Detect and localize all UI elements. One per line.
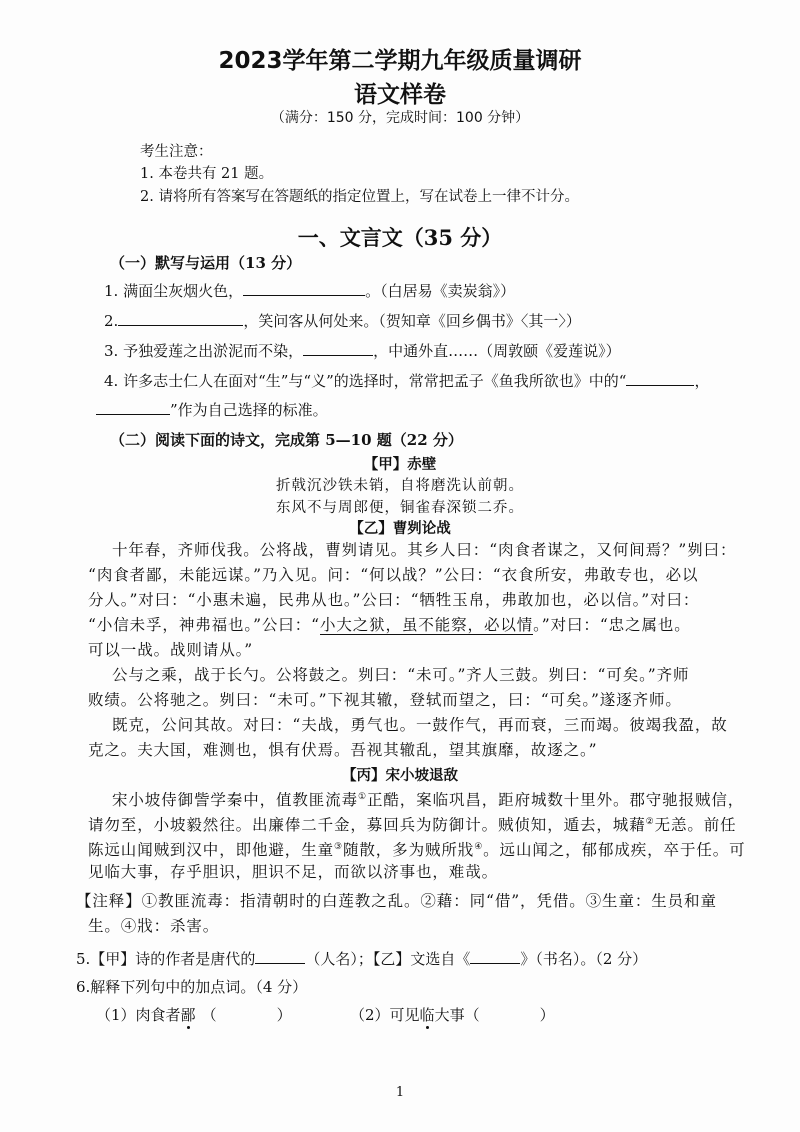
- q1-text-b: 。（白居易《卖炭翁》）: [365, 282, 516, 300]
- jia-line-1: 折戟沉沙铁未销，自将磨洗认前朝。: [276, 478, 524, 494]
- bing-text: 随散，多为贼所戕: [342, 841, 475, 860]
- q6-1-close: ）: [276, 1006, 292, 1024]
- q6-2-open: 大事（: [434, 1006, 480, 1024]
- q6-1-text: （1）肉食者: [96, 1006, 181, 1024]
- q1-answer-blank[interactable]: [243, 281, 365, 296]
- q4-text-b: ，: [694, 372, 710, 390]
- yi-line-5: 可以一战。战则请从。”: [88, 641, 254, 659]
- bing-text: 藉: [629, 816, 646, 835]
- bing-text: 。远山闻之，郁郁成疾，卒于任。可: [483, 841, 746, 860]
- notice-item-1: 1. 本卷共有 21 题。: [140, 166, 274, 182]
- q6-2-close: ）: [539, 1006, 555, 1024]
- q3-text-a: 3. 予独爱莲之出淤泥而不染，: [104, 342, 304, 360]
- bing-line-4: 见临大事，存乎胆识，胆识不足，而欲以济事也，难哉。: [88, 863, 499, 881]
- q2-text-a: 2.: [104, 312, 119, 330]
- underlined-sentence: 小大之狱，虽不能察，必以情: [319, 616, 534, 634]
- q4-answer-blank-2[interactable]: [96, 400, 170, 415]
- yi-line-9: 克之。夫大国，难测也，惧有伏焉。吾视其辙乱，望其旗靡，故逐之。”: [88, 741, 598, 759]
- bing-text: 无恙。前任: [654, 816, 737, 835]
- q5-text-c: 》（书名）。（2 分）: [520, 950, 648, 968]
- footnote-mark-1: ①: [358, 792, 367, 802]
- q5-answer-blank-1[interactable]: [255, 949, 305, 964]
- question-5: [76, 948, 647, 969]
- q2-answer-blank[interactable]: [118, 311, 243, 326]
- yi-line-3: 分人。”对曰：“小惠未遍，民弗从也。”公曰：“牺牲玉帛，弗敢加也，必以信。”对曰：: [88, 591, 700, 609]
- section-title: 一、文言文（35 分）: [297, 225, 503, 250]
- question-6-2: [350, 1004, 555, 1025]
- jia-line-2: 东风不与周郎便，铜雀春深锁二乔。: [276, 500, 524, 516]
- question-1: [104, 280, 515, 301]
- bing-text: 宋小坡侍御訾学秦中，值教匪流毒: [112, 791, 359, 810]
- notice-item-2: 2. 请将所有答案写在答题纸的指定位置上，写在试卷上一律不计分。: [140, 189, 579, 205]
- question-6-1: [96, 1004, 292, 1025]
- exam-title: 2023学年第二学期九年级质量调研: [218, 48, 582, 74]
- notice-heading: 考生注意：: [140, 144, 213, 160]
- q4-text-c: ”作为自己选择的标准。: [170, 401, 328, 419]
- footnote-mark-3: ③: [334, 842, 343, 852]
- question-3: [104, 340, 621, 361]
- exam-subtitle: 语文样卷: [354, 82, 446, 108]
- q5-answer-blank-2[interactable]: [470, 949, 520, 964]
- question-4-cont: [96, 399, 328, 420]
- yi-line-8: 既克，公问其故。对曰：“夫战，勇气也。一鼓作气，再而衰，三而竭。彼竭我盈，故: [112, 716, 728, 734]
- q3-text-b: ，中通外直……（周敦颐《爱莲说》）: [373, 342, 621, 360]
- q1-text-a: 1. 满面尘灰烟火色，: [104, 282, 244, 300]
- q6-1-open: （: [201, 1006, 217, 1024]
- bing-text: 请勿至，小坡毅然往。出廉俸二千金，募回兵为防御计。贼侦知，遁去，城: [88, 816, 630, 835]
- yi-line-2: “肉食者鄙，未能远谋。”乃入见。问：“何以战？”公曰：“衣食所安，弗敢专也，必以: [88, 566, 699, 584]
- question-4: [104, 370, 709, 391]
- q4-text-a: 4. 许多志士仁人在面对“生”与“义”的选择时，常常把孟子《鱼我所欲也》中的“: [104, 372, 627, 390]
- notes-line-1: 【注释】①教匪流毒：指清朝时的白莲教之乱。②藉：同“借”，凭借。③生童：生员和童: [76, 892, 717, 910]
- yi-line-6: 公与之乘，战于长勺。公将鼓之。刿曰：“未可。”齐人三鼓。刿曰：“可矣。”齐师: [112, 666, 690, 684]
- footnote-mark-2: ②: [645, 817, 655, 827]
- yi-line-7: 败绩。公将驰之。刿曰：“未可。”下视其辙，登轼而望之，曰：“可矣。”遂逐齐师。: [88, 691, 682, 709]
- jia-title: 【甲】赤壁: [363, 456, 437, 473]
- yi-line-1: 十年春，齐师伐我。公将战，曹刿请见。其乡人曰：“肉食者谋之，又何间焉？”刿曰：: [112, 541, 737, 559]
- bing-text: 陈远山闻贼到汉中，即他避，生童: [88, 841, 335, 860]
- q3-answer-blank[interactable]: [303, 341, 373, 356]
- dotted-word-bi: 鄙: [180, 1006, 196, 1024]
- yi-line-4b: 。”对曰：“忠之属也。: [533, 616, 691, 634]
- question-6-title: 6.解释下列句中的加点词。（4 分）: [76, 978, 308, 996]
- notes-line-2: 生。④戕：杀害。: [88, 917, 220, 935]
- part1-title: （一）默写与运用（13 分）: [110, 254, 302, 272]
- bing-title: 【丙】宋小坡退敌: [342, 767, 458, 784]
- q4-answer-blank-1[interactable]: [626, 371, 694, 386]
- yi-line-4: [88, 613, 691, 639]
- yi-line-4a: “小信未孚，神弗福也。”公曰：“: [88, 616, 320, 634]
- part2-title: （二）阅读下面的诗文，完成第 5—10 题（22 分）: [110, 431, 463, 449]
- exam-meta: （满分：150 分，完成时间：100 分钟）: [270, 110, 530, 126]
- footnote-mark-4: ④: [474, 842, 484, 852]
- bing-text: 正酷，案临巩昌，距府城数十里外。郡守驰报贼信，: [366, 791, 745, 810]
- dotted-word-lin: 临: [419, 1006, 435, 1024]
- q6-2-text: （2）可见: [350, 1006, 420, 1024]
- q5-text-b: （人名）；【乙】文选自《: [305, 950, 471, 968]
- question-2: [104, 310, 581, 331]
- yi-title: 【乙】曹刿论战: [349, 520, 451, 537]
- q5-text-a: 5.【甲】诗的作者是唐代的: [76, 950, 256, 968]
- q2-text-b: ，笑问客从何处来。（贺知章《回乡偶书》〈其一〉）: [243, 312, 581, 330]
- page-number: 1: [395, 1085, 405, 1100]
